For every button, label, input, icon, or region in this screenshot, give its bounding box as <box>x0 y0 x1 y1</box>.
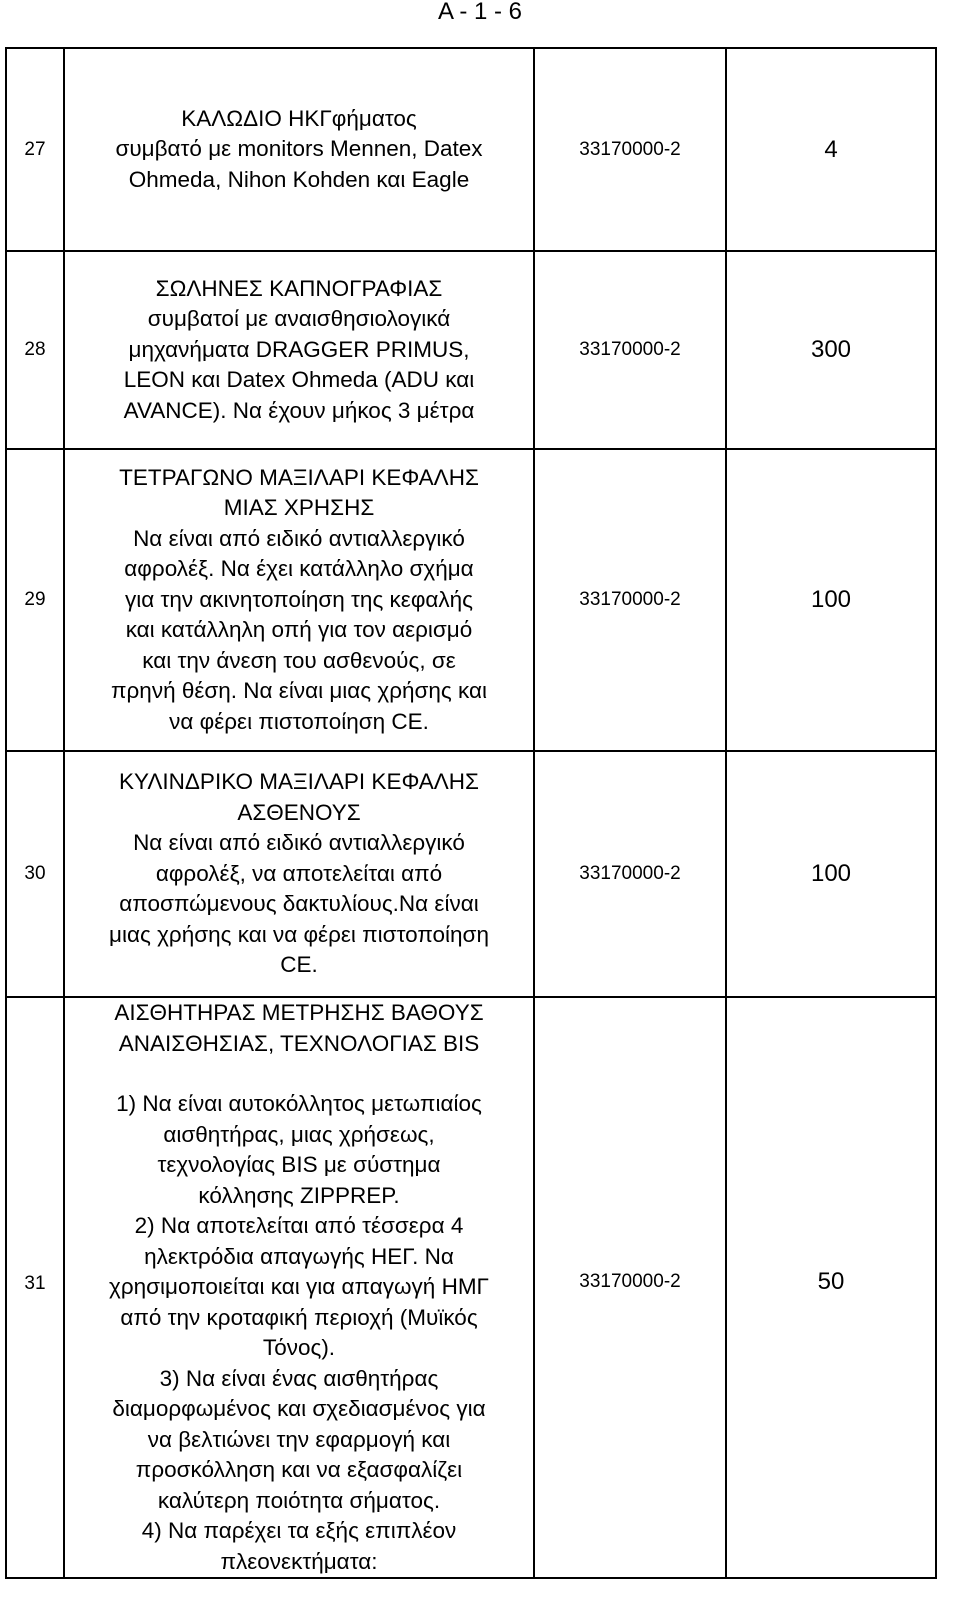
description-line: ΚΥΛΙΝΔΡΙΚΟ ΜΑΞΙΛΑΡΙ ΚΕΦΑΛΗΣ <box>119 769 479 795</box>
description-line: AVANCE). Να έχουν μήκος 3 μέτρα <box>123 397 475 423</box>
description-line: χρησιμοποιείται και για απαγωγή ΗΜΓ <box>109 1274 489 1299</box>
page-number-header: Α - 1 - 6 <box>437 0 523 25</box>
table-row <box>6 449 936 751</box>
description-line: Τόνος). <box>262 1335 336 1360</box>
description-line: καλύτερη ποιότητα σήματος. <box>157 1487 441 1513</box>
item-number: 29 <box>6 449 64 751</box>
description-line: ΚΑΛΩΔΙΟ ΗΚΓφήματος <box>181 105 417 131</box>
description-title-line: ΑΙΣΘΗΤΗΡΑΣ ΜΕΤΡΗΣΗΣ ΒΑΘΟΥΣ <box>114 1000 484 1025</box>
item-number: 30 <box>6 751 64 997</box>
cpv-code: 33170000-2 <box>534 251 726 449</box>
description-line: ΤΕΤΡΑΓΩΝΟ ΜΑΞΙΛΑΡΙ ΚΕΦΑΛΗΣ <box>119 464 479 490</box>
item-number: 27 <box>6 48 64 251</box>
quantity: 4 <box>726 48 936 251</box>
item-description <box>64 449 534 751</box>
item-description <box>64 997 534 1578</box>
description-line: αισθητήρας, μιας χρήσεως, <box>163 1121 435 1147</box>
cpv-code: 33170000-2 <box>534 48 726 251</box>
description-line: για την ακινητοποίηση της κεφαλής <box>124 586 474 612</box>
item-description <box>64 751 534 997</box>
description-line: κόλλησης ZIPPREP. <box>198 1182 400 1208</box>
description-line: LEON και Datex Ohmeda (ADU και <box>123 367 475 393</box>
item-description <box>64 48 534 251</box>
items-table <box>5 47 937 1579</box>
description-line: μηχανήματα DRAGGER PRIMUS, <box>128 336 470 362</box>
cpv-code: 33170000-2 <box>534 449 726 751</box>
description-line: ΣΩΛΗΝΕΣ ΚΑΠΝΟΓΡΑΦΙΑΣ <box>155 275 443 301</box>
description-line: αφρολέξ. Να έχει κατάλληλο σχήμα <box>124 556 474 582</box>
item-description <box>64 251 534 449</box>
description-line: συμβατό με monitors Mennen, Datex <box>115 136 483 162</box>
description-line: ηλεκτρόδια απαγωγής ΗΕΓ. Να <box>144 1243 454 1269</box>
description-line: πρηνή θέση. Να είναι μιας χρήσης και <box>110 678 487 704</box>
cpv-code: 33170000-2 <box>534 997 726 1578</box>
description-line: και κατάλληλη οπή για τον αερισμό <box>125 617 473 643</box>
cpv-code: 33170000-2 <box>534 751 726 997</box>
description-line: αφρολέξ, να αποτελείται από <box>155 860 443 886</box>
description-line: συμβατοί με αναισθησιολογικά <box>147 306 451 332</box>
description-line: 2) Να αποτελείται από τέσσερα 4 <box>134 1213 464 1238</box>
description-line: CE. <box>280 952 318 978</box>
description-line: 4) Να παρέχει τα εξής επιπλέον <box>141 1518 457 1543</box>
description-line: τεχνολογίας BIS με σύστημα <box>157 1152 441 1177</box>
table-row <box>6 251 936 449</box>
quantity: 50 <box>726 997 936 1578</box>
description-line: Να είναι από ειδικό αντιαλλεργικό <box>133 525 465 551</box>
description-line: μιας χρήσης και να φέρει πιστοποίηση <box>109 921 489 947</box>
table-row <box>6 48 936 251</box>
description-line: Ohmeda, Nihon Kohden και Eagle <box>128 166 470 192</box>
paragraph-spacer <box>65 1059 533 1089</box>
description-line: να φέρει πιστοποίηση CE. <box>169 708 429 734</box>
description-line: διαμορφωμένος και σχεδιασμένος για <box>112 1396 486 1421</box>
item-number: 28 <box>6 251 64 449</box>
description-line: προσκόλληση και να εξασφαλίζει <box>135 1457 463 1482</box>
description-line: και την άνεση του ασθενούς, σε <box>142 647 456 673</box>
description-line: πλεονεκτήματα: <box>220 1548 378 1574</box>
description-line: 3) Να είναι ένας αισθητήρας <box>159 1365 439 1391</box>
description-line: αποσπώμενους δακτυλίους.Να είναι <box>119 891 479 917</box>
description-title-line: ΑΝΑΙΣΘΗΣΙΑΣ, ΤΕΧΝΟΛΟΓΙΑΣ BIS <box>118 1030 480 1056</box>
description-line: ΜΙΑΣ ΧΡΗΣΗΣ <box>223 495 375 521</box>
table-row <box>6 997 936 1578</box>
quantity: 300 <box>726 251 936 449</box>
table-row <box>6 751 936 997</box>
description-line: να βελτιώνει την εφαρμογή και <box>147 1426 451 1452</box>
item-number: 31 <box>6 997 64 1578</box>
quantity: 100 <box>726 449 936 751</box>
description-line: από την κροταφική περιοχή (Μυϊκός <box>120 1304 478 1330</box>
description-line: ΑΣΘΕΝΟΥΣ <box>237 799 361 825</box>
quantity: 100 <box>726 751 936 997</box>
description-line: Να είναι από ειδικό αντιαλλεργικό <box>133 830 465 856</box>
description-line: 1) Να είναι αυτοκόλλητος μετωπιαίος <box>116 1091 482 1116</box>
